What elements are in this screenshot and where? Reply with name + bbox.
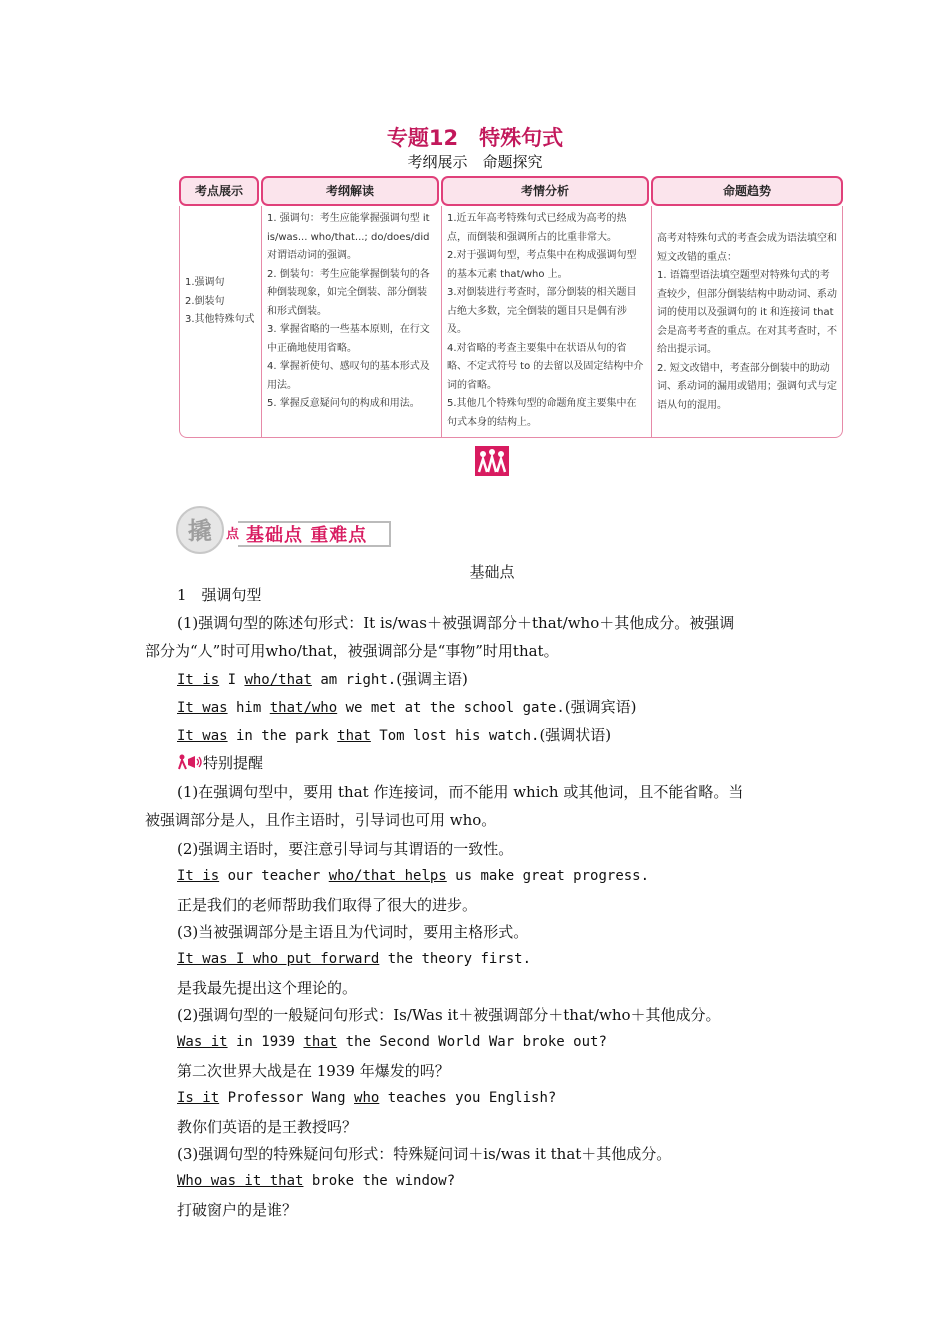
outline-item: 2. 倒装句：考生应能掌握倒装句的各种倒装现象，如完全倒装、部分倒装和形式倒装。 [267, 268, 430, 317]
para-line: 部分为“人”时可用who/that，被强调部分是“事物”时用that。 [145, 642, 559, 660]
topic-heading: 1 强调句型 [177, 586, 262, 604]
example-sentence: It is our teacher who/that helps us make great progress. [177, 868, 650, 884]
page-subtitle: 考纲展示 命题探究 [407, 153, 543, 171]
cell-topics [179, 206, 261, 438]
para-line: (2)强调句型的一般疑问句形式：Is/Was it＋被强调部分＋that/who＋其他成分。 [177, 1006, 721, 1024]
svg-text:撬: 撬 [188, 516, 212, 545]
outline-item: 5. 掌握反意疑问句的构成和用法。 [267, 398, 420, 409]
example-sentence: Was it in 1939 that the Second World War broke out? [177, 1034, 607, 1050]
topic-item: 2.倒装句 [185, 295, 225, 307]
para-line: (1)在强调句型中，要用 that 作连接词，而不能用 which 或其他词，且不能省略。当 [177, 783, 744, 801]
trend-item: 1. 语篇型语法填空题型对特殊句式的考查较少，但部分倒装结构中助动词、系动词的使用以及强调句的 it 和连接词 that 会是高考考查的重点。在对其考查时，不给出提示词。 [657, 270, 837, 355]
example-sentence: It was I who put forward the theory first. [177, 951, 532, 967]
cell-analysis [441, 206, 651, 438]
translation: 第二次世界大战是在 1939 年爆发的吗？ [177, 1062, 450, 1080]
megaphone-person-icon [177, 754, 203, 770]
topic-item: 3.其他特殊句式 [185, 314, 255, 325]
analysis-item: 5.其他几个特殊句型的命题角度主要集中在句式本身的结构上。 [447, 398, 637, 428]
translation: 教你们英语的是王教授吗？ [177, 1118, 358, 1136]
example-sentence: It was in the park that Tom lost his watch.(强调状语) [177, 726, 612, 744]
trend-item: 高考对特殊句式的考查会成为语法填空和短文改错的重点： [657, 233, 837, 263]
page-title: 专题12 特殊句式 [386, 126, 564, 150]
header-kaodian: 考点展示 [179, 176, 259, 206]
translation: 是我最先提出这个理论的。 [177, 979, 358, 997]
example-sentence: It was him that/who we met at the school gate.(强调宾语) [177, 698, 637, 716]
banner-title: 基础点 重难点 [246, 525, 368, 546]
para-line: (3)当被强调部分是主语且为代词时，要用主格形式。 [177, 923, 529, 941]
outline-item: 3. 掌握省略的一些基本原则，在行文中正确地使用省略。 [267, 324, 430, 354]
example-sentence: It is I who/that am right.(强调主语) [177, 670, 468, 688]
cell-trend [651, 206, 843, 438]
para-line: (3)强调句型的特殊疑问句形式：特殊疑问词＋is/was it that＋其他成分。 [177, 1145, 672, 1163]
outline-item: 4. 掌握祈使句、感叹句的基本形式及用法。 [267, 361, 430, 391]
para-line: (2)强调主语时，要注意引导词与其谓语的一致性。 [177, 840, 514, 858]
people-logo-icon [475, 446, 509, 476]
header-kaogang: 考纲解读 [261, 176, 439, 206]
analysis-item: 1.近五年高考特殊句式已经成为高考的热点，而倒装和强调所占的比重非常大。 [447, 213, 627, 243]
para-line: (1)强调句型的陈述句形式：It is/was＋被强调部分＋that/who＋其他成分。被强调 [177, 614, 735, 632]
translation: 正是我们的老师帮助我们取得了很大的进步。 [177, 896, 478, 914]
example-sentence: Is it Professor Wang who teaches you English? [177, 1090, 557, 1106]
translation: 打破窗户的是谁？ [177, 1201, 298, 1219]
exam-outline-table [179, 176, 843, 438]
outline-item: 1. 强调句：考生应能掌握强调句型 it is/was... who/that...; do/does/did 对谓语动词的强调。 [267, 213, 430, 261]
header-mingti: 命题趋势 [651, 176, 843, 206]
example-sentence: Who was it that broke the window? [177, 1173, 456, 1189]
header-kaoqing: 考情分析 [441, 176, 649, 206]
topic-item: 1.强调句 [185, 277, 225, 288]
analysis-item: 3.对倒装进行考查时，部分倒装的相关题目占绝大多数，完全倒装的题目只是偶有涉及。 [447, 287, 637, 335]
cell-outline [261, 206, 441, 438]
para-line: 被强调部分是人，且作主语时，引导词也可用 who。 [145, 811, 497, 829]
section-heading: 基础点 [469, 563, 515, 581]
analysis-item: 4.对省略的考查主要集中在状语从句的省略、不定式符号 to 的去留以及固定结构中介词的省略。 [447, 342, 644, 391]
analysis-item: 2.对于强调句型，考点集中在构成强调句型的基本元素 that/who 上。 [447, 250, 637, 280]
reminder-heading: 特别提醒 [177, 752, 263, 773]
svg-text:点: 点 [226, 527, 240, 542]
trend-item: 2. 短文改错中，考查部分倒装中的助动词、系动词的漏用或错用；强调句式与定语从句的混用。 [657, 362, 837, 411]
